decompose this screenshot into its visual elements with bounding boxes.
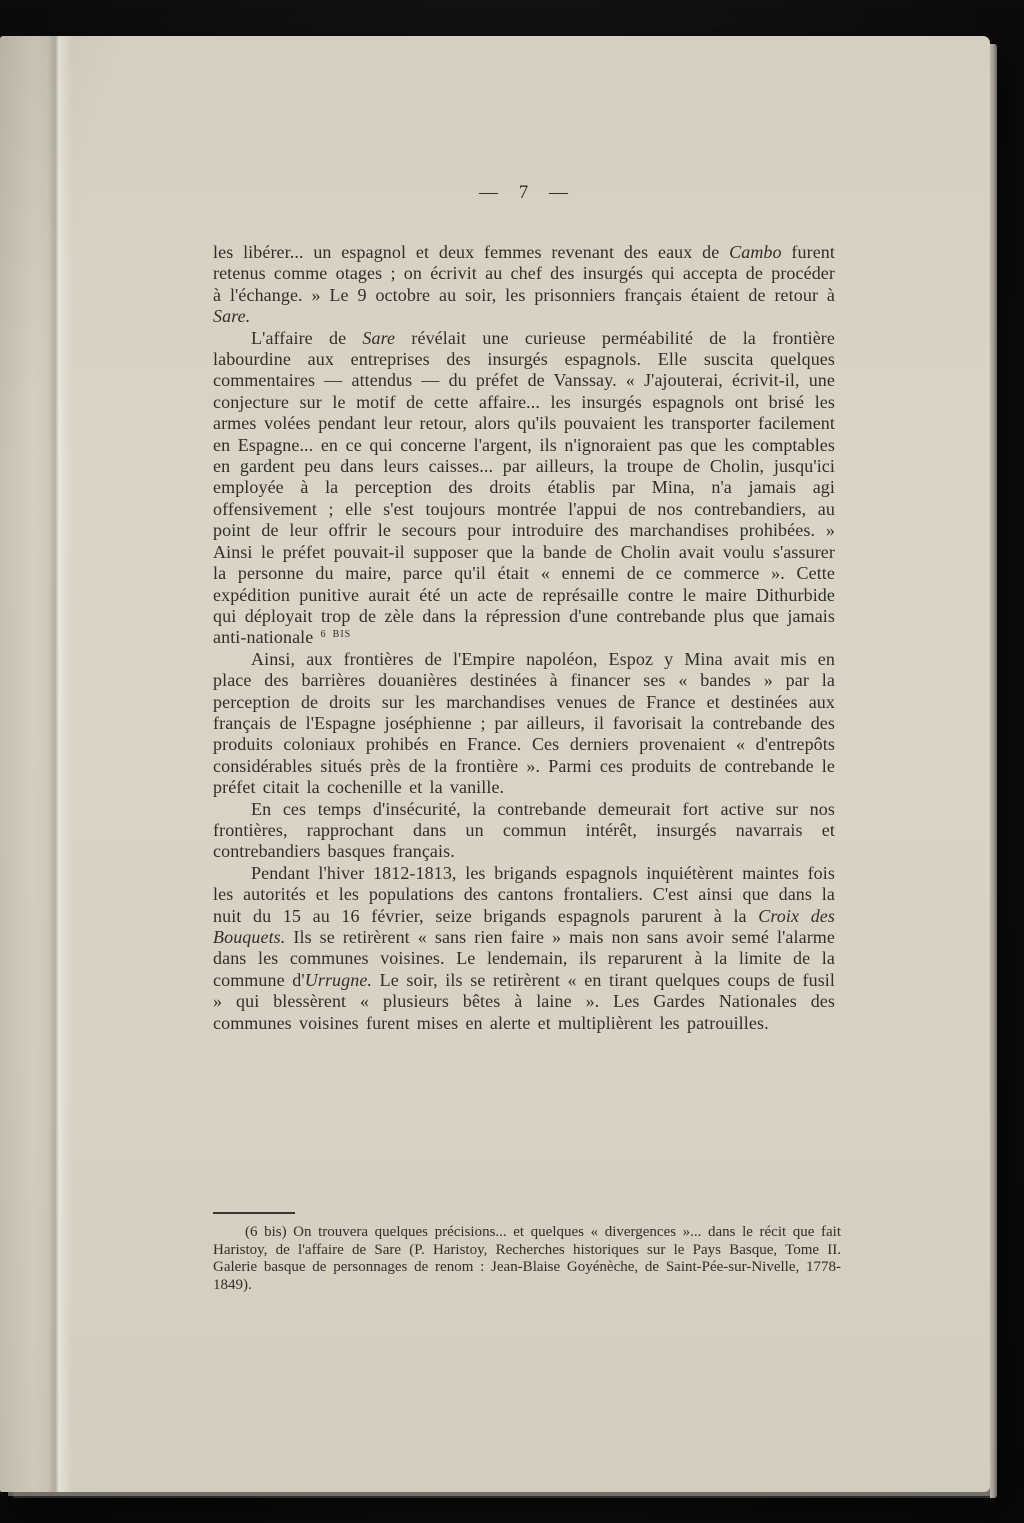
italic-text: Cambo — [729, 242, 782, 262]
text-block — [213, 242, 835, 1034]
footnote-block — [213, 1212, 841, 1294]
paragraph — [213, 863, 835, 1034]
body-text: En ces temps d'insécurité, la contrebande demeurait fort active sur nos frontières, rapprochant dans un commun intérêt, insurgés navarrais et contrebandiers basques français. — [213, 798, 835, 862]
page-number: — 7 — — [479, 182, 569, 203]
paragraph — [213, 328, 835, 649]
paragraph — [213, 799, 835, 863]
page-gutter-crease — [0, 36, 90, 1492]
italic-text: Sare — [362, 327, 396, 348]
italic-text: Sare. — [213, 306, 251, 327]
footnote-text: (6 bis) On trouvera quelques précisions... et quelques « divergences »... dans le récit que fait Haristoy, de l'affaire de Sare (P. Haristoy, Recherches historiques sur le Pays Basque, Tome II. Galerie basque de personnages de renom : Jean-Blaise Goyénèche, de Saint-Pée-sur-Nivelle, 1778-1849). — [213, 1224, 841, 1293]
body-text: furent retenus comme otages ; on écrivit au chef des insurgés qui accepta de procéder à l'échange. » Le 9 octobre au soir, les prisonniers français étaient de retour à — [213, 242, 835, 305]
body-text: L'affaire de — [251, 327, 363, 348]
body-text: révélait une curieuse perméabilité de la frontière labourdine aux entreprises des insurgés espagnols. Elle suscita quelques commentaires — attendus — du préfet de Vanssay. « J'ajouterai, écrivit-il, une conjecture sur le motif de cette affaire... les insurgés espagnols ont brisé les armes volées pendant leur retour, alors qu'ils pouvaient les transporter facilement en Espagne... en ce qui concerne l'argent, ils n'ignoraient pas que les comptables en gardent peu dans leurs caisses... par ailleurs, la troupe de Cholin, jusqu'ici employée à la perception des droits établis par Mina, n'a jamais agi offensivement ; elle s'est toujours montrée l'appui de nos contrebandiers, au point de leur offrir le secours pour introduire des marchandises prohibées. » Ainsi le préfet pouvait-il supposer que la bande de Cholin avait voulu s'assurer la personne du maire, parce qu'il était « ennemi de ce commerce ». Cette expédition punitive aurait été un acte de représaille contre le maire Dithurbide qui déployait trop de zèle dans la répression d'une contrebande plus que jamais anti-nationale — [213, 327, 835, 648]
footnote-reference: 6 BIS — [320, 629, 352, 641]
body-text: Ils se retirèrent « sans rien faire » mais non sans avoir semé l'alarme dans les communes voisines. Le lendemain, ils reparurent à la limite de la commune d' — [213, 927, 835, 990]
body-text: Le soir, ils se retirèrent « en tirant quelques coups de fusil » qui blessèrent « plusieurs bêtes à laine ». Les Gardes Nationales des communes voisines furent mises en alerte et multiplièrent les patrouilles. — [213, 969, 835, 1033]
body-text: les libérer... un espagnol et deux femmes revenant des eaux de — [213, 242, 730, 262]
body-text: Pendant l'hiver 1812-1813, les brigands espagnols inquiétèrent maintes fois les autorités et les populations des cantons frontaliers. C'est ainsi que dans la nuit du 15 au 16 février, seize brigands espagnols parurent à la — [213, 862, 835, 926]
paragraph — [213, 242, 835, 328]
page-fore-edge — [990, 44, 997, 1498]
paragraph — [213, 649, 835, 799]
book-page — [0, 36, 990, 1492]
italic-text: Urrugne. — [304, 969, 373, 990]
footnote-separator — [213, 1212, 295, 1214]
body-text: Ainsi, aux frontières de l'Empire napoléon, Espoz y Mina avait mis en place des barrières douanières destinées à financer ses « bandes » par la perception de droits sur les marchandises venues de France et destinées aux français de l'Espagne joséphienne ; par ailleurs, il favorisait la contrebande des produits coloniaux prohibés en France. Ces derniers provenaient « d'entrepôts considérables situés près de la frontière ». Parmi ces produits de contrebande le préfet citait la cochenille et la vanille. — [213, 648, 835, 798]
italic-text: Croix des Bouquets. — [213, 905, 835, 947]
